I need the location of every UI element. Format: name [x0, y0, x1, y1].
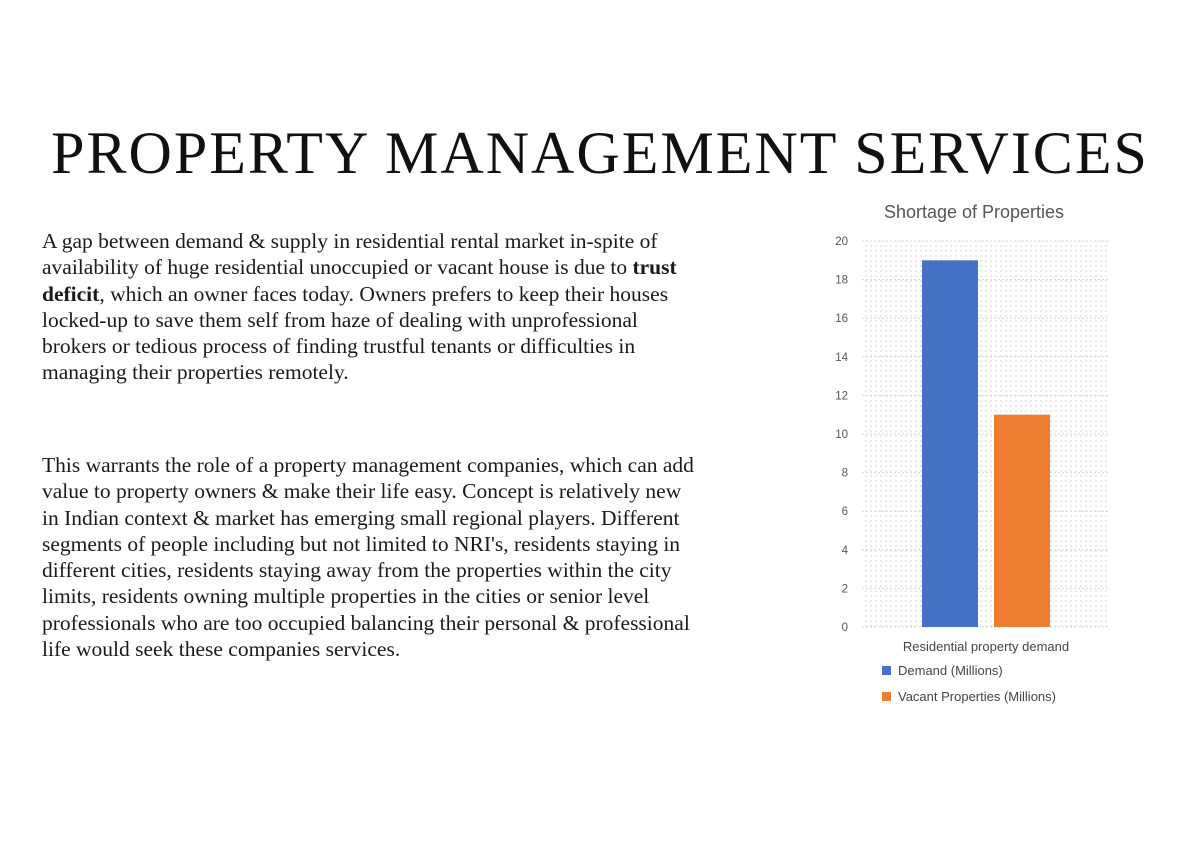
chart-svg	[800, 190, 1130, 730]
y-tick-label: 0	[841, 622, 848, 634]
legend-label: Vacant Properties (Millions)	[898, 689, 1056, 704]
segments-text: This warrants the role of a property management companies, which can add value to property owners & make their life easy. Concept is relatively new in Indian context & market has emerging small regional players. Different segments of people including but not limited to NRI's, residents staying in different cities, residents staying away from the properties within the city limits, residents owning multiple properties in the cities or senior level professionals who are too occupied balancing their personal & professional life would seek these companies services.	[42, 453, 694, 662]
y-tick-label: 10	[835, 429, 848, 441]
shortage-chart	[800, 190, 1130, 730]
bar-vacant-properties	[994, 415, 1050, 627]
y-tick-label: 20	[835, 236, 848, 248]
intro-paragraph	[42, 228, 702, 386]
legend-swatch	[882, 666, 891, 675]
y-tick-label: 16	[835, 313, 848, 326]
y-tick-label: 14	[835, 351, 848, 364]
segments-paragraph	[42, 452, 702, 662]
y-tick-label: 2	[841, 583, 848, 596]
y-tick-label: 6	[841, 506, 848, 519]
y-tick-label: 18	[835, 274, 848, 287]
category-label: Residential property demand	[902, 639, 1070, 654]
intro-text-start: A gap between demand & supply in residential rental market in-spite of availability of huge residential unoccupied or vacant house is due to	[42, 229, 658, 280]
bar-demand	[922, 260, 978, 627]
intro-text-end: , which an owner faces today. Owners prefers to keep their houses locked-up to save them self from haze of dealing with unprofessional brokers or tedious process of finding trustful tenants or difficulties in managing their properties remotely.	[42, 281, 669, 385]
y-tick-label: 12	[835, 390, 848, 403]
y-tick-label: 8	[841, 467, 848, 480]
y-tick-label: 4	[841, 544, 848, 557]
chart-title: Shortage of Properties	[883, 202, 1065, 222]
trust-deficit-emphasis: trust deficit	[42, 255, 677, 306]
legend-swatch	[882, 692, 891, 701]
legend-label: Demand (Millions)	[898, 663, 1003, 678]
page-title: PROPERTY MANAGEMENT SERVICES	[51, 120, 1149, 186]
